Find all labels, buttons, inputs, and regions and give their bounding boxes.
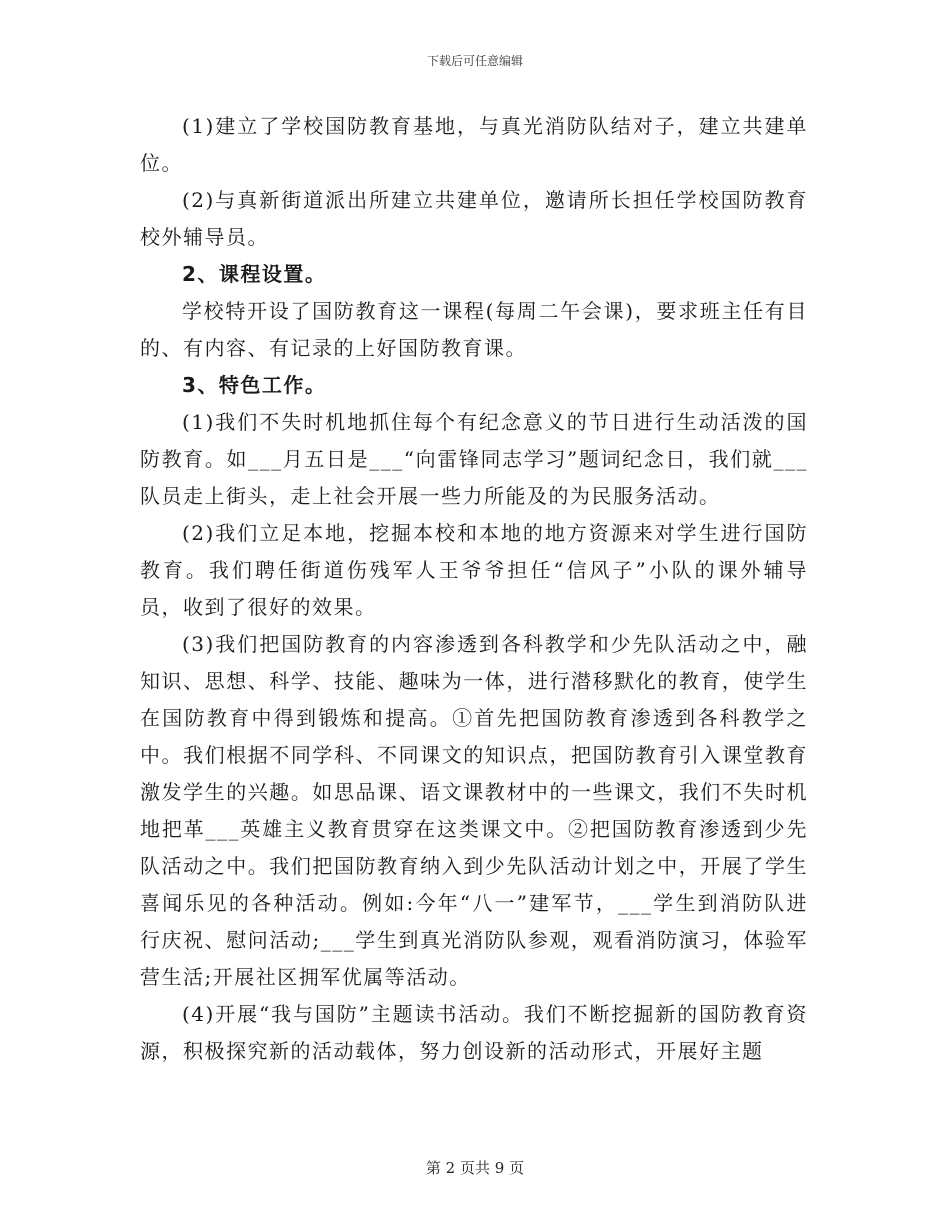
- page-header: 下载后可任意编辑: [426, 54, 523, 68]
- paragraph-6: (3)我们把国防教育的内容渗透到各科教学和少先队活动之中，融知识、思想、科学、技能、趣味为一体，进行潜移默化的教育，使学生在国防教育中得到锻炼和提高。①首先把国防教育渗透到各科教学之中。我们根据不同学科、不同课文的知识点，把国防教育引入课堂教育激发学生的兴趣。如思品课、语文课教材中的一些课文，我们不失时机地把革___英雄主义教育贯穿在这类课文中。②把国防教育渗透到少先队活动之中。我们把国防教育纳入到少先队活动计划之中，开展了学生喜闻乐见的各种活动。例如:今年“八一”建军节，___学生到消防队进行庆祝、慰问活动;___学生到真光消防队参观，观看消防演习，体验军营生活;开展社区拥军优属等活动。: [140, 632, 808, 989]
- paragraph-7: (4)开展“我与国防”主题读书活动。我们不断挖掘新的国防教育资源，积极探究新的活动载体，努力创设新的活动形式，开展好主题: [140, 1002, 808, 1063]
- document-body: [140, 108, 808, 1070]
- section-heading-features: 3、特色工作。: [182, 373, 327, 397]
- paragraph-3: 学校特开设了国防教育这一课程(每周二午会课)，要求班主任有目的、有内容、有记录的上好国防教育课。: [140, 299, 808, 360]
- paragraph-1: (1)建立了学校国防教育基地，与真光消防队结对子，建立共建单位。: [140, 114, 808, 175]
- paragraph-4: (1)我们不失时机地抓住每个有纪念意义的节日进行生动活泼的国防教育。如___月五日是___“向雷锋同志学习”题词纪念日，我们就___队员走上街头，走上社会开展一些力所能及的为民服务活动。: [140, 410, 808, 508]
- paragraph-2: (2)与真新街道派出所建立共建单位，邀请所长担任学校国防教育校外辅导员。: [140, 188, 808, 249]
- paragraph-5: (2)我们立足本地，挖掘本校和本地的地方资源来对学生进行国防教育。我们聘任街道伤残军人王爷爷担任“信风子”小队的课外辅导员，收到了很好的效果。: [140, 521, 808, 619]
- section-heading-course: 2、课程设置。: [182, 262, 327, 286]
- page-footer: 第 2 页共 9 页: [425, 1159, 525, 1177]
